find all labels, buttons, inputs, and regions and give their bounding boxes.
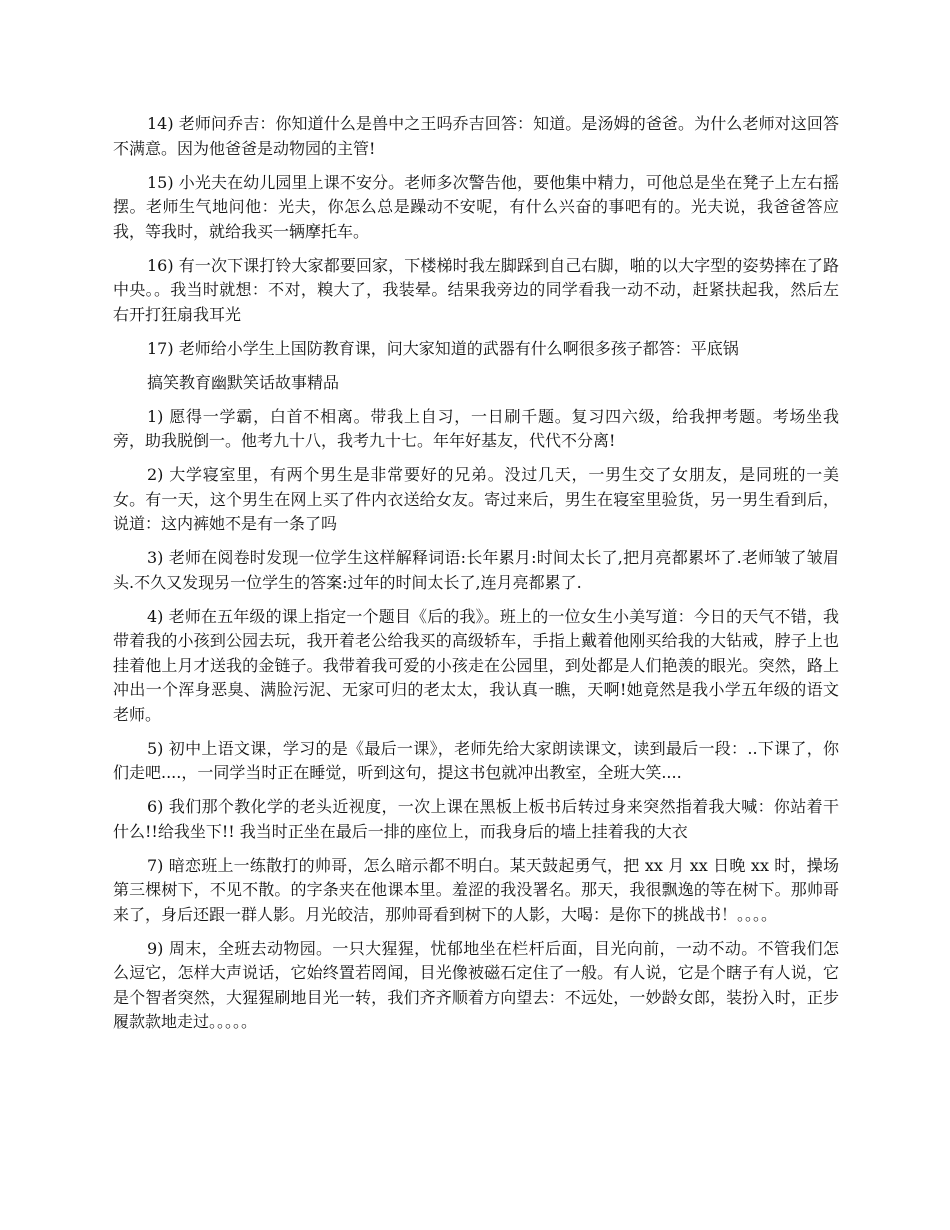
- paragraph-joke-2: 2) 大学寝室里，有两个男生是非常要好的兄弟。没过几天，一男生交了女朋友，是同班的一美女。有一天，这个男生在网上买了件内衣送给女友。寄过来后，男生在寝室里验货，另一男生看到后，说道：这内裤她不是有一条了吗: [113, 465, 839, 533]
- paragraph-joke-3: 3) 老师在阅卷时发现一位学生这样解释词语:长年累月:时间太长了,把月亮都累坏了.老师皱了皱眉头.不久又发现另一位学生的答案:过年的时间太长了,连月亮都累了.: [113, 548, 839, 592]
- paragraph-joke-16: 16) 有一次下课打铃大家都要回家，下楼梯时我左脚踩到自己右脚，啪的以大字型的姿势摔在了路中央。。我当时就想：不对，糗大了，我装晕。结果我旁边的同学看我一动不动，赶紧扶起我，然后左右开打狂扇我耳光: [113, 255, 839, 324]
- paragraph-joke-14: 14) 老师问乔吉：你知道什么是兽中之王吗乔吉回答：知道。是汤姆的爸爸。为什么老师对这回答不满意。因为他爸爸是动物园的主管!: [113, 114, 839, 158]
- paragraph-joke-15: 15) 小光夫在幼儿园里上课不安分。老师多次警告他，要他集中精力，可他总是坐在凳子上左右摇摆。老师生气地问他：光夫，你怎么总是躁动不安呢，有什么兴奋的事吧有的。光夫说，我爸爸答应我，等我时，就给我买一辆摩托车。: [113, 172, 839, 241]
- section-heading: 搞笑教育幽默笑话故事精品: [147, 372, 340, 392]
- paragraph-joke-7: 7) 暗恋班上一练散打的帅哥，怎么暗示都不明白。某天鼓起勇气，把 xx 月 xx 日晚 xx 时，操场第三棵树下，不见不散。的字条夹在他课本里。羞涩的我没署名。那天，我很飘逸的等在树下。那帅哥来了，身后还跟一群人影。月光皎洁，那帅哥看到树下的人影，大喝：是你下的挑战书！。。。。: [113, 855, 839, 924]
- paragraph-joke-6: 6) 我们那个教化学的老头近视度，一次上课在黑板上板书后转过身来突然指着我大喊：你站着干什么!!给我坐下!! 我当时正坐在最后一排的座位上，而我身后的墙上挂着我的大衣: [113, 797, 839, 841]
- paragraph-joke-17: 17) 老师给小学生上国防教育课，问大家知道的武器有什么啊很多孩子都答：平底锅: [147, 338, 739, 358]
- paragraph-joke-9: 9) 周末，全班去动物园。一只大猩猩，忧郁地坐在栏杆后面，目光向前，一动不动。不管我们怎么逗它，怎样大声说话，它始终置若罔闻，目光像被磁石定住了一般。有人说，它是个瞎子有人说，它是个智者突然，大猩猩刷地目光一转，我们齐齐顺着方向望去：不远处，一妙龄女郎，装扮入时，正步履款款地走过。。。。。: [113, 938, 839, 1031]
- document-page: [113, 112, 839, 1044]
- paragraph-joke-1: 1) 愿得一学霸，白首不相离。带我上自习，一日刷千题。复习四六级，给我押考题。考场坐我旁，助我脱倒一。他考九十八，我考九十七。年年好基友，代代不分离!: [113, 406, 839, 450]
- paragraph-joke-4: 4) 老师在五年级的课上指定一个题目《后的我》。班上的一位女生小美写道：今日的天气不错，我带着我的小孩到公园去玩，我开着老公给我买的高级轿车，手指上戴着他刚买给我的大钻戒，脖子上也挂着他上月才送我的金链子。我带着我可爱的小孩走在公园里，到处都是人们艳羡的眼光。突然，路上冲出一个浑身恶臭、满脸污泥、无家可归的老太太，我认真一瞧，天啊!她竟然是我小学五年级的语文老师。: [113, 606, 839, 724]
- paragraph-joke-5: 5) 初中上语文课，学习的是《最后一课》，老师先给大家朗读课文，读到最后一段：..下课了，你们走吧....，一同学当时正在睡觉，听到这句，提这书包就冲出教室，全班大笑....: [113, 738, 839, 782]
